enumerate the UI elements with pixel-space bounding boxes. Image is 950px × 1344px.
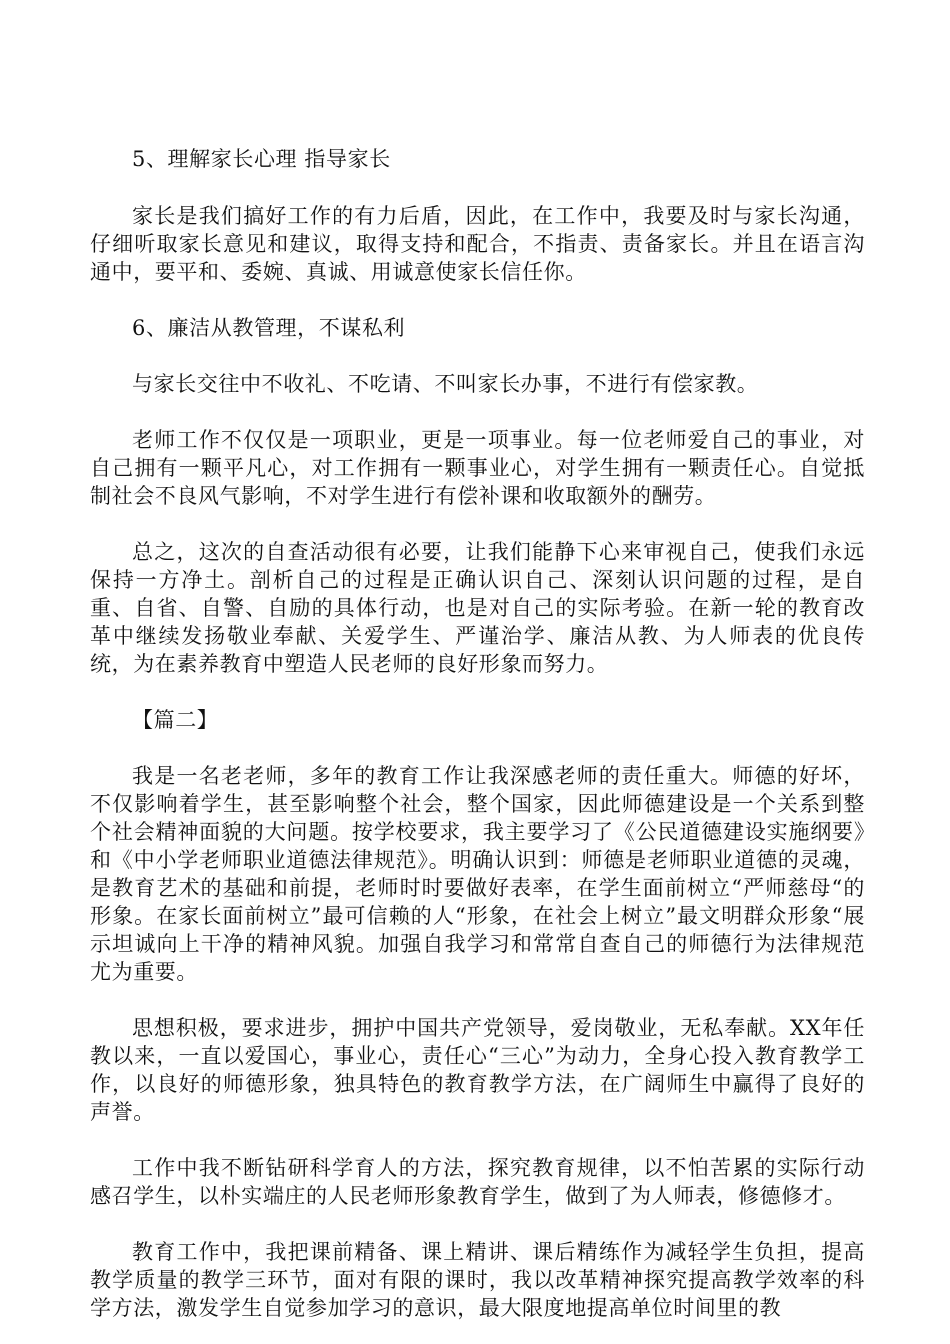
paragraph-work-methods: 工作中我不断钻研科学育人的方法，探究教育规律，以不怕苦累的实际行动感召学生，以朴实端庄的人民老师形象教育学生，做到了为人师表，修德修才。 xyxy=(90,1156,865,1208)
paragraph-teacher-ethics: 我是一名老老师，多年的教育工作让我深感老师的责任重大。师德的好坏，不仅影响着学生，甚至影响整个社会，整个国家，因此师德建设是一个关系到整个社会精神面貌的大问题。按学校要求，我主要学习了《公民道德建设实施纲要》和《中小学老师职业道德法律规范》。明确认识到：师德是老师职业道德的灵魂，是教育艺术的基础和前提，老师时时要做好表率，在学生面前树立“严师慈母“的形象。在家长面前树立”最可信赖的人“形象，在社会上树立”最文明群众形象“展示坦诚向上干净的精神风貌。加强自我学习和常常自查自己的师德行为法律规范尤为重要。 xyxy=(90,764,865,984)
section-heading-6: 6、廉洁从教管理，不谋私利 xyxy=(132,316,406,340)
paragraph-teaching-work: 教育工作中，我把课前精备、课上精讲、课后精练作为减轻学生负担，提高教学质量的教学三环节，面对有限的课时，我以改革精神探究提高教学效率的科学方法，激发学生自觉参加学习的意识，最大限度地提高单位时间里的教 xyxy=(90,1240,865,1320)
paragraph-positive-attitude: 思想积极，要求进步，拥护中国共产党领导，爱岗敬业，无私奉献。XX年任教以来，一直以爱国心，事业心，责任心“三心”为动力，全身心投入教育教学工作，以良好的师德形象，独具特色的教育教学方法，在广阔师生中赢得了良好的声誉。 xyxy=(90,1016,865,1124)
document-page xyxy=(90,145,865,1322)
paragraph-parents-communication: 家长是我们搞好工作的有力后盾，因此，在工作中，我要及时与家长沟通，仔细听取家长意见和建议，取得支持和配合，不指责、责备家长。并且在语言沟通中，要平和、委婉、真诚、用诚意使家长信任你。 xyxy=(90,204,865,284)
paragraph-no-gifts: 与家长交往中不收礼、不吃请、不叫家长办事，不进行有偿家教。 xyxy=(132,372,759,396)
section-heading-5: 5、理解家长心理 指导家长 xyxy=(132,147,391,171)
part-two-heading: 【篇二】 xyxy=(132,708,219,732)
paragraph-teacher-career: 老师工作不仅仅是一项职业，更是一项事业。每一位老师爱自己的事业，对自己拥有一颗平凡心，对工作拥有一颗事业心，对学生拥有一颗责任心。自觉抵制社会不良风气影响，不对学生进行有偿补课和收取额外的酬劳。 xyxy=(90,428,865,508)
paragraph-conclusion: 总之，这次的自查活动很有必要，让我们能静下心来审视自己，使我们永远保持一方净土。剖析自己的过程是正确认识自己、深刻认识问题的过程，是自重、自省、自警、自励的具体行动，也是对自己的实际考验。在新一轮的教育改革中继续发扬敬业奉献、关爱学生、严谨治学、廉洁从教、为人师表的优良传统，为在素养教育中塑造人民老师的良好形象而努力。 xyxy=(90,540,865,676)
